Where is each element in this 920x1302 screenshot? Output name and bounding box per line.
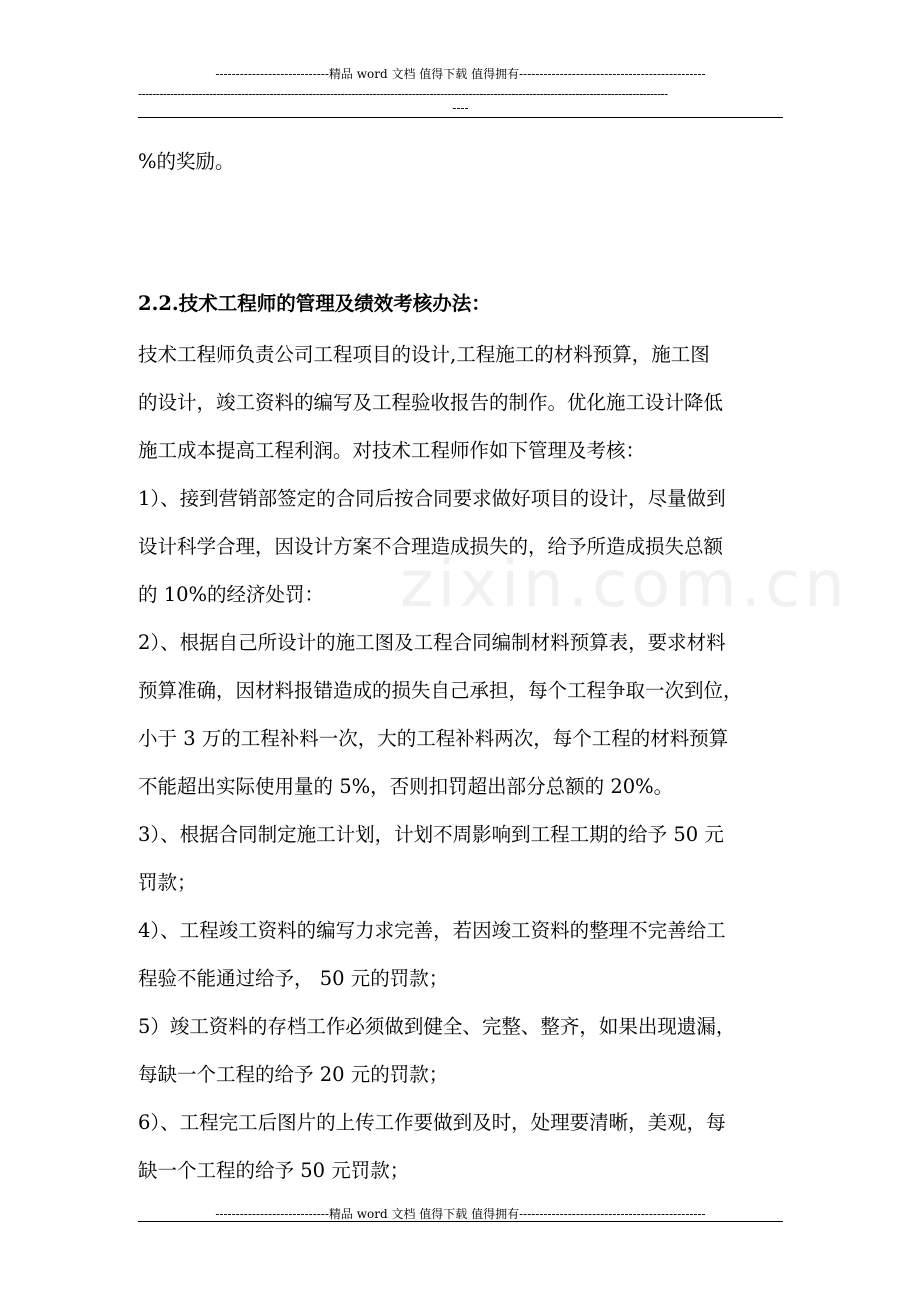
list-item: 1）、接到营销部签定的合同后按合同要求做好项目的设计，尽量做到 <box>138 487 726 510</box>
header-dashes: ----------------------------------------------------------------------------------------------------------------------------------------------------- <box>138 87 668 101</box>
footer-text: ----------------------------精品 word 文档 值得下载 值得拥有---------------------------------------------- <box>215 1207 706 1221</box>
watermark: zixin.com.cn <box>400 548 849 622</box>
footer-rule <box>138 1221 783 1222</box>
list-item: 2）、根据自己所设计的施工图及工程合同编制材料预算表，要求材料 <box>138 631 726 654</box>
list-item-continued: 每缺一个工程的给予 20 元的罚款； <box>138 1063 449 1086</box>
list-item: 4）、工程竣工资料的编写力求完善，若因竣工资料的整理不完善给工 <box>138 919 726 942</box>
header-rule <box>138 117 783 118</box>
list-item-continued: 小于 3 万的工程补料一次，大的工程补料两次，每个工程的材料预算 <box>138 727 729 750</box>
paragraph-line: 施工成本提高工程利润。对技术工程师作如下管理及考核： <box>138 439 646 462</box>
list-item: 6）、工程完工后图片的上传工作要做到及时，处理要清晰，美观，每 <box>138 1111 726 1134</box>
header-dashes-tail: ---- <box>452 101 469 115</box>
list-item-continued: 预算准确，因材料报错造成的损失自己承担，每个工程争取一次到位， <box>138 679 743 702</box>
paragraph-line: 的设计，竣工资料的编写及工程验收报告的制作。优化施工设计降低 <box>138 391 724 414</box>
list-item-continued: 罚款； <box>138 871 197 894</box>
paragraph-line: 技术工程师负责公司工程项目的设计,工程施工的材料预算，施工图 <box>138 343 710 366</box>
list-item-continued: 不能超出实际使用量的 5%，否则扣罚超出部分总额的 20%。 <box>138 775 674 798</box>
section-heading: 2.2.技术工程师的管理及绩效考核办法： <box>138 292 491 315</box>
header-text: ----------------------------精品 word 文档 值得下载 值得拥有---------------------------------------------- <box>215 67 706 81</box>
list-item-continued: 缺一个工程的给予 50 元罚款； <box>138 1159 410 1182</box>
list-item: 5）竣工资料的存档工作必须做到健全、完整、整齐，如果出现遗漏， <box>138 1015 736 1038</box>
list-item-continued: 程验不能通过给予， 50 元的罚款； <box>138 967 449 990</box>
list-item: 3）、根据合同制定施工计划，计划不周影响到工程工期的给予 50 元 <box>138 823 724 846</box>
list-item-continued: 的 10%的经济处罚： <box>138 583 325 606</box>
list-item-continued: 设计科学合理，因设计方案不合理造成损失的，给予所造成损失总额 <box>138 535 724 558</box>
paragraph-line: %的奖励。 <box>138 150 235 173</box>
